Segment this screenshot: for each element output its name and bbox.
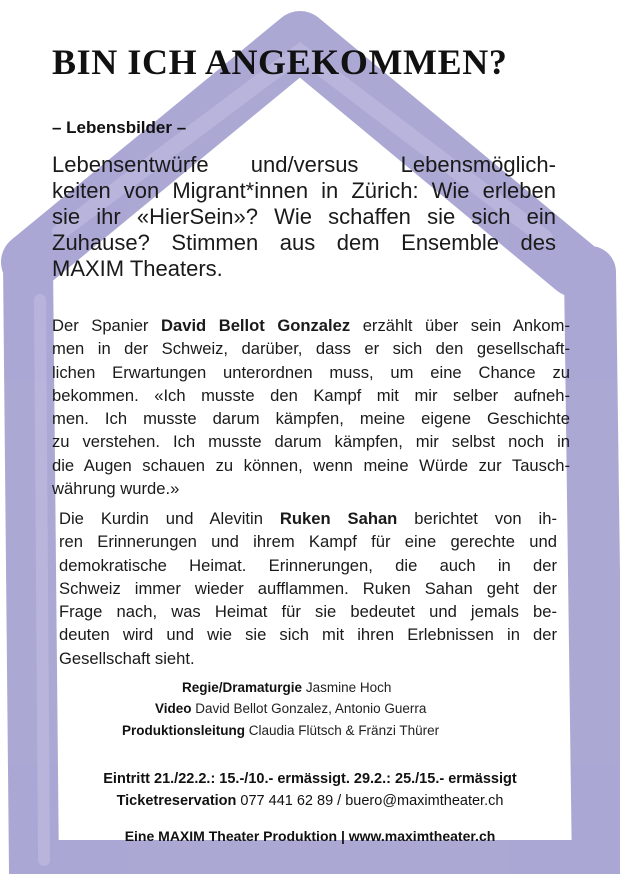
paragraph-line: bekommen. «Ich musste den Kampf mit mir selber aufneh- [52,385,570,405]
subtitle: – Lebensbilder – [52,118,187,137]
person-name-david: David Bellot Gonzalez [161,316,351,335]
paragraph-line: deuten wird und wie sie sich mit ihren Erlebnissen in der [59,625,557,645]
paragraph-line: men in der Schweiz, darüber, dass er sich den gesellschaft- [52,339,570,359]
paragraph-line [52,314,570,337]
credit-role: Regie/Dramaturgie [182,680,303,695]
lead-line: Zuhause? Stimmen aus dem Ensemble des [52,230,556,255]
paragraph-line: demokratische Heimat. Erinnerungen, die auch in der [59,555,557,575]
credit-names: David Bellot Gonzalez, Antonio Guerra [195,701,427,716]
page-title: BIN ICH ANGEKOMMEN? [52,42,508,82]
credit-production [0,723,620,738]
lead-line: sie ihr «HierSein»? Wie schaffen sie sich ein [52,204,556,229]
footer-production-credit: Eine MAXIM Theater Produktion | www.maximtheater.ch [124,828,496,844]
paragraph-line: ren Erinnerungen und ihrem Kampf für eine gerechte und [59,532,557,552]
lead-paragraph [52,152,556,282]
paragraph-line: währung wurde.» [52,479,180,499]
person-name-ruken: Ruken Sahan [279,509,398,528]
paragraph-line: Gesellschaft sieht. [59,648,195,668]
credit-names: Jasmine Hoch [305,680,392,695]
paragraph-ruken [59,507,557,670]
lead-line: Lebensentwürfe und/versus Lebensmöglich- [52,152,556,177]
paragraph-line: die Augen schauen zu können, wenn meine Würde zur Tausch- [52,455,570,475]
ticket-contact[interactable]: 077 441 62 89 / buero@maximtheater.ch [240,793,504,809]
paragraph-line-rest: erzählt über sein Ankom- [362,316,570,335]
paragraph-line [59,507,557,530]
paragraph-intro: Die Kurdin und Alevitin [59,509,263,528]
ticket-reservation [0,793,620,809]
paragraph-line: zu verstehen. Ich musste darum kämpfen, mir selbst noch in [52,432,570,452]
credit-role: Produktionsleitung [122,723,245,738]
credit-names: Claudia Flütsch & Fränzi Thürer [248,723,440,738]
paragraph-line: lichen Erwartungen unterordnen muss, um eine Chance zu [52,362,570,382]
lead-line: MAXIM Theaters. [52,256,223,281]
paragraph-line: Schweiz immer wieder aufflammen. Ruken Sahan geht der [59,578,557,598]
paragraph-line: Frage nach, was Heimat für sie bedeutet und jemals be- [59,602,557,622]
paragraph-line-rest: berichtet von ih- [414,509,557,528]
paragraph-intro: Der Spanier [52,316,149,335]
credit-video [0,701,620,716]
ticket-label: Ticketreservation [116,793,237,809]
paragraph-david [52,314,570,500]
paragraph-line: men. Ich musste darum kämpfen, meine eigene Geschichte [52,409,570,429]
credit-role: Video [155,701,192,716]
credit-direction [0,680,620,695]
lead-line: keiten von Migrant*innen in Zürich: Wie erleben [52,178,556,203]
admission-prices: Eintritt 21./22.2.: 15.-/10.- ermässigt. 29.2.: 25./15.- ermässigt [103,771,517,787]
